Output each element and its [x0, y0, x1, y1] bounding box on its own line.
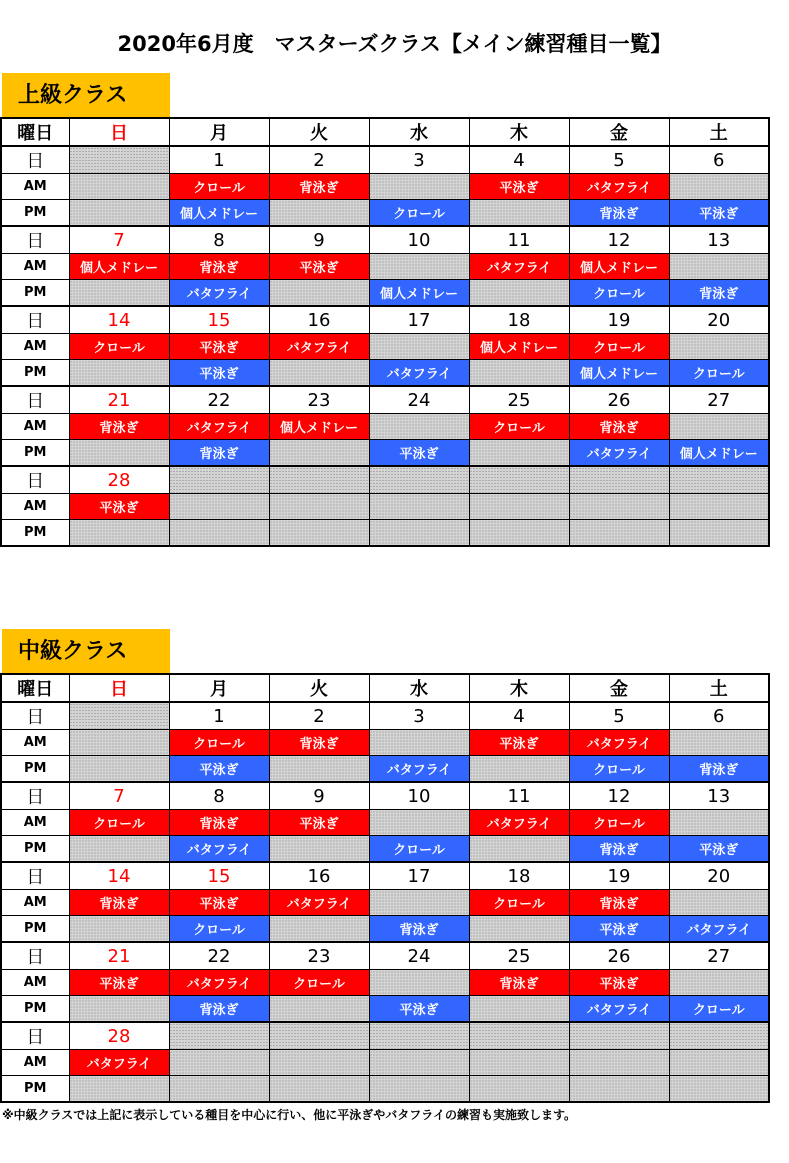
pm-row	[1, 836, 769, 863]
session-cell	[469, 756, 569, 783]
date-cell: 14	[69, 306, 169, 334]
date-cell: 11	[469, 226, 569, 254]
session-cell	[369, 1050, 469, 1076]
session-cell: バタフライ	[569, 440, 669, 467]
date-cell: 2	[269, 146, 369, 174]
session-cell: 平泳ぎ	[669, 836, 769, 863]
session-cell	[669, 254, 769, 280]
day-header: 金	[569, 674, 669, 702]
day-header: 日	[69, 674, 169, 702]
schedule-table-advanced	[0, 117, 770, 547]
session-cell: 平泳ぎ	[569, 916, 669, 943]
session-cell	[269, 1050, 369, 1076]
day-header: 木	[469, 674, 569, 702]
date-row	[1, 226, 769, 254]
header-row	[1, 118, 769, 146]
session-cell: 背泳ぎ	[69, 890, 169, 916]
date-cell: 15	[169, 306, 269, 334]
am-row	[1, 730, 769, 756]
session-cell	[669, 414, 769, 440]
row-label-am: AM	[1, 810, 69, 836]
session-cell	[69, 756, 169, 783]
session-cell	[469, 836, 569, 863]
date-cell: 26	[569, 942, 669, 970]
session-cell: クロール	[369, 200, 469, 227]
session-cell: 平泳ぎ	[169, 756, 269, 783]
session-cell	[369, 414, 469, 440]
row-label-am: AM	[1, 970, 69, 996]
date-cell: 24	[369, 942, 469, 970]
session-cell: 平泳ぎ	[469, 174, 569, 200]
date-row	[1, 782, 769, 810]
session-cell: 個人メドレー	[569, 360, 669, 387]
session-cell: 平泳ぎ	[369, 996, 469, 1023]
session-cell: 平泳ぎ	[269, 254, 369, 280]
date-cell: 8	[169, 782, 269, 810]
date-cell: 1	[169, 702, 269, 730]
session-cell	[469, 1050, 569, 1076]
session-cell: 背泳ぎ	[69, 414, 169, 440]
date-row	[1, 862, 769, 890]
session-cell: バタフライ	[669, 916, 769, 943]
session-cell	[169, 520, 269, 547]
day-header: 土	[669, 118, 769, 146]
session-cell	[69, 916, 169, 943]
session-cell	[469, 200, 569, 227]
row-label-am: AM	[1, 174, 69, 200]
row-label-date: 日	[1, 306, 69, 334]
pm-row	[1, 440, 769, 467]
header-row	[1, 674, 769, 702]
date-row	[1, 146, 769, 174]
session-cell: 背泳ぎ	[569, 890, 669, 916]
session-cell	[69, 836, 169, 863]
session-cell	[669, 810, 769, 836]
date-cell: 4	[469, 702, 569, 730]
session-cell: 背泳ぎ	[169, 440, 269, 467]
session-cell: クロール	[169, 916, 269, 943]
session-cell: 平泳ぎ	[269, 810, 369, 836]
session-cell	[669, 970, 769, 996]
row-label-pm: PM	[1, 756, 69, 783]
session-cell	[669, 334, 769, 360]
date-cell: 10	[369, 782, 469, 810]
date-cell	[569, 1022, 669, 1050]
date-cell: 2	[269, 702, 369, 730]
row-label-date: 日	[1, 702, 69, 730]
pm-row	[1, 360, 769, 387]
session-cell	[369, 1076, 469, 1103]
session-cell	[369, 520, 469, 547]
session-cell	[569, 520, 669, 547]
date-row	[1, 942, 769, 970]
row-label-am: AM	[1, 334, 69, 360]
session-cell	[469, 280, 569, 307]
session-cell: バタフライ	[469, 810, 569, 836]
date-cell: 7	[69, 782, 169, 810]
session-cell: 個人メドレー	[69, 254, 169, 280]
session-cell	[569, 1076, 669, 1103]
session-cell: バタフライ	[269, 890, 369, 916]
pm-row	[1, 756, 769, 783]
session-cell	[269, 280, 369, 307]
session-cell: クロール	[69, 334, 169, 360]
session-cell	[369, 890, 469, 916]
date-cell: 20	[669, 306, 769, 334]
date-cell: 4	[469, 146, 569, 174]
session-cell: バタフライ	[169, 836, 269, 863]
date-cell: 10	[369, 226, 469, 254]
row-label-am: AM	[1, 890, 69, 916]
session-cell	[269, 494, 369, 520]
date-cell: 28	[69, 1022, 169, 1050]
am-row	[1, 174, 769, 200]
session-cell: バタフライ	[169, 414, 269, 440]
row-label-am: AM	[1, 494, 69, 520]
am-row	[1, 334, 769, 360]
pm-row	[1, 280, 769, 307]
session-cell: クロール	[569, 334, 669, 360]
session-cell	[669, 520, 769, 547]
pm-row	[1, 916, 769, 943]
day-header: 火	[269, 674, 369, 702]
session-cell: 平泳ぎ	[169, 890, 269, 916]
row-label-pm: PM	[1, 996, 69, 1023]
session-cell: クロール	[169, 730, 269, 756]
date-cell: 27	[669, 942, 769, 970]
session-cell: 背泳ぎ	[569, 200, 669, 227]
date-cell: 12	[569, 226, 669, 254]
session-cell	[369, 334, 469, 360]
row-label-am: AM	[1, 730, 69, 756]
session-cell	[369, 254, 469, 280]
pm-row	[1, 520, 769, 547]
session-cell	[469, 1076, 569, 1103]
day-header: 木	[469, 118, 569, 146]
date-cell	[69, 146, 169, 174]
pm-row	[1, 996, 769, 1023]
date-cell: 9	[269, 226, 369, 254]
date-cell: 13	[669, 226, 769, 254]
date-cell: 22	[169, 386, 269, 414]
date-cell: 16	[269, 862, 369, 890]
schedule-table-intermediate	[0, 673, 770, 1103]
pm-row	[1, 1076, 769, 1103]
date-cell: 5	[569, 702, 669, 730]
date-cell: 28	[69, 466, 169, 494]
date-cell: 18	[469, 862, 569, 890]
date-cell: 26	[569, 386, 669, 414]
session-cell	[569, 494, 669, 520]
date-cell	[469, 466, 569, 494]
session-cell	[69, 996, 169, 1023]
corner-cell: 曜日	[1, 118, 69, 146]
date-row	[1, 702, 769, 730]
session-cell	[469, 494, 569, 520]
date-cell: 6	[669, 146, 769, 174]
row-label-pm: PM	[1, 200, 69, 227]
row-label-date: 日	[1, 782, 69, 810]
date-cell: 3	[369, 702, 469, 730]
date-cell: 27	[669, 386, 769, 414]
footnote: ※中級クラスでは上記に表示している種目を中心に行い、他に平泳ぎやバタフライの練習も実施致します。	[2, 1108, 576, 1122]
row-label-pm: PM	[1, 280, 69, 307]
session-cell: 個人メドレー	[569, 254, 669, 280]
session-cell: バタフライ	[569, 996, 669, 1023]
session-cell: バタフライ	[369, 360, 469, 387]
session-cell: バタフライ	[169, 970, 269, 996]
session-cell	[269, 836, 369, 863]
date-cell: 18	[469, 306, 569, 334]
date-cell: 11	[469, 782, 569, 810]
am-row	[1, 890, 769, 916]
row-label-date: 日	[1, 466, 69, 494]
date-cell	[569, 466, 669, 494]
session-cell: バタフライ	[369, 756, 469, 783]
am-row	[1, 1050, 769, 1076]
day-header: 火	[269, 118, 369, 146]
date-cell	[269, 466, 369, 494]
row-label-pm: PM	[1, 836, 69, 863]
row-label-date: 日	[1, 1022, 69, 1050]
session-cell: クロール	[569, 810, 669, 836]
session-cell	[669, 174, 769, 200]
session-cell	[269, 200, 369, 227]
session-cell: 個人メドレー	[269, 414, 369, 440]
session-cell: 個人メドレー	[169, 200, 269, 227]
session-cell: 平泳ぎ	[69, 494, 169, 520]
session-cell: 個人メドレー	[369, 280, 469, 307]
date-cell	[269, 1022, 369, 1050]
session-cell	[669, 730, 769, 756]
class-label-intermediate: 中級クラス	[2, 629, 170, 674]
session-cell: クロール	[369, 836, 469, 863]
session-cell	[469, 520, 569, 547]
row-label-date: 日	[1, 942, 69, 970]
class-label-advanced: 上級クラス	[2, 73, 170, 118]
session-cell: バタフライ	[269, 334, 369, 360]
date-cell: 23	[269, 386, 369, 414]
session-cell: 背泳ぎ	[169, 254, 269, 280]
date-cell: 13	[669, 782, 769, 810]
session-cell	[169, 494, 269, 520]
session-cell	[69, 1076, 169, 1103]
date-cell: 16	[269, 306, 369, 334]
date-cell: 23	[269, 942, 369, 970]
session-cell: 個人メドレー	[469, 334, 569, 360]
session-cell	[369, 730, 469, 756]
row-label-date: 日	[1, 862, 69, 890]
session-cell	[269, 440, 369, 467]
session-cell	[269, 360, 369, 387]
session-cell	[369, 810, 469, 836]
date-cell	[369, 466, 469, 494]
date-cell	[469, 1022, 569, 1050]
session-cell: クロール	[669, 360, 769, 387]
session-cell: バタフライ	[169, 280, 269, 307]
session-cell	[469, 360, 569, 387]
session-cell: 個人メドレー	[669, 440, 769, 467]
session-cell: 平泳ぎ	[169, 360, 269, 387]
day-header: 水	[369, 674, 469, 702]
date-cell: 22	[169, 942, 269, 970]
session-cell: 背泳ぎ	[269, 174, 369, 200]
row-label-pm: PM	[1, 1076, 69, 1103]
am-row	[1, 810, 769, 836]
session-cell: 背泳ぎ	[669, 280, 769, 307]
session-cell: 背泳ぎ	[569, 836, 669, 863]
date-row	[1, 466, 769, 494]
date-cell: 7	[69, 226, 169, 254]
am-row	[1, 254, 769, 280]
date-cell: 19	[569, 862, 669, 890]
row-label-date: 日	[1, 226, 69, 254]
date-cell: 17	[369, 862, 469, 890]
session-cell	[169, 1050, 269, 1076]
corner-cell: 曜日	[1, 674, 69, 702]
session-cell	[469, 440, 569, 467]
session-cell: 平泳ぎ	[369, 440, 469, 467]
session-cell	[269, 996, 369, 1023]
session-cell	[269, 756, 369, 783]
session-cell: バタフライ	[569, 730, 669, 756]
date-cell	[669, 466, 769, 494]
session-cell: 背泳ぎ	[569, 414, 669, 440]
session-cell	[69, 280, 169, 307]
day-header: 月	[169, 674, 269, 702]
session-cell: クロール	[169, 174, 269, 200]
date-cell: 15	[169, 862, 269, 890]
session-cell	[669, 890, 769, 916]
row-label-pm: PM	[1, 916, 69, 943]
date-cell: 5	[569, 146, 669, 174]
session-cell: 背泳ぎ	[469, 970, 569, 996]
date-cell: 25	[469, 386, 569, 414]
date-row	[1, 1022, 769, 1050]
session-cell: 背泳ぎ	[169, 810, 269, 836]
day-header: 日	[69, 118, 169, 146]
row-label-date: 日	[1, 146, 69, 174]
date-cell: 14	[69, 862, 169, 890]
date-cell	[169, 466, 269, 494]
date-cell: 1	[169, 146, 269, 174]
session-cell	[369, 970, 469, 996]
session-cell: クロール	[269, 970, 369, 996]
date-cell: 21	[69, 386, 169, 414]
session-cell: クロール	[469, 890, 569, 916]
date-cell: 17	[369, 306, 469, 334]
date-cell	[369, 1022, 469, 1050]
row-label-pm: PM	[1, 360, 69, 387]
session-cell: バタフライ	[69, 1050, 169, 1076]
day-header: 金	[569, 118, 669, 146]
date-cell	[69, 702, 169, 730]
session-cell	[69, 520, 169, 547]
session-cell	[469, 996, 569, 1023]
session-cell	[669, 494, 769, 520]
row-label-am: AM	[1, 1050, 69, 1076]
date-row	[1, 306, 769, 334]
session-cell: 背泳ぎ	[169, 996, 269, 1023]
row-label-pm: PM	[1, 440, 69, 467]
session-cell	[669, 1076, 769, 1103]
session-cell	[69, 174, 169, 200]
session-cell: 背泳ぎ	[369, 916, 469, 943]
session-cell: クロール	[69, 810, 169, 836]
session-cell	[69, 730, 169, 756]
date-cell: 3	[369, 146, 469, 174]
session-cell: 平泳ぎ	[469, 730, 569, 756]
date-cell: 12	[569, 782, 669, 810]
row-label-am: AM	[1, 414, 69, 440]
session-cell	[569, 1050, 669, 1076]
date-cell: 21	[69, 942, 169, 970]
session-cell	[69, 440, 169, 467]
date-cell: 8	[169, 226, 269, 254]
am-row	[1, 494, 769, 520]
session-cell: クロール	[569, 756, 669, 783]
session-cell: バタフライ	[469, 254, 569, 280]
session-cell: 背泳ぎ	[269, 730, 369, 756]
date-cell: 24	[369, 386, 469, 414]
session-cell	[69, 200, 169, 227]
am-row	[1, 414, 769, 440]
page-title: 2020年6月度 マスターズクラス【メイン練習種目一覧】	[117, 32, 672, 56]
session-cell	[69, 360, 169, 387]
session-cell: クロール	[469, 414, 569, 440]
session-cell	[669, 1050, 769, 1076]
row-label-pm: PM	[1, 520, 69, 547]
session-cell: クロール	[669, 996, 769, 1023]
date-cell: 25	[469, 942, 569, 970]
row-label-am: AM	[1, 254, 69, 280]
session-cell	[269, 520, 369, 547]
session-cell: 背泳ぎ	[669, 756, 769, 783]
session-cell	[369, 494, 469, 520]
day-header: 水	[369, 118, 469, 146]
am-row	[1, 970, 769, 996]
pm-row	[1, 200, 769, 227]
row-label-date: 日	[1, 386, 69, 414]
session-cell	[369, 174, 469, 200]
session-cell	[269, 916, 369, 943]
date-cell: 20	[669, 862, 769, 890]
session-cell	[469, 916, 569, 943]
date-cell: 19	[569, 306, 669, 334]
session-cell	[169, 1076, 269, 1103]
session-cell: 平泳ぎ	[569, 970, 669, 996]
date-cell: 6	[669, 702, 769, 730]
date-row	[1, 386, 769, 414]
day-header: 土	[669, 674, 769, 702]
date-cell	[169, 1022, 269, 1050]
session-cell: クロール	[569, 280, 669, 307]
session-cell: 平泳ぎ	[69, 970, 169, 996]
date-cell: 9	[269, 782, 369, 810]
date-cell	[669, 1022, 769, 1050]
session-cell	[269, 1076, 369, 1103]
session-cell: 平泳ぎ	[669, 200, 769, 227]
day-header: 月	[169, 118, 269, 146]
session-cell: バタフライ	[569, 174, 669, 200]
session-cell: 平泳ぎ	[169, 334, 269, 360]
